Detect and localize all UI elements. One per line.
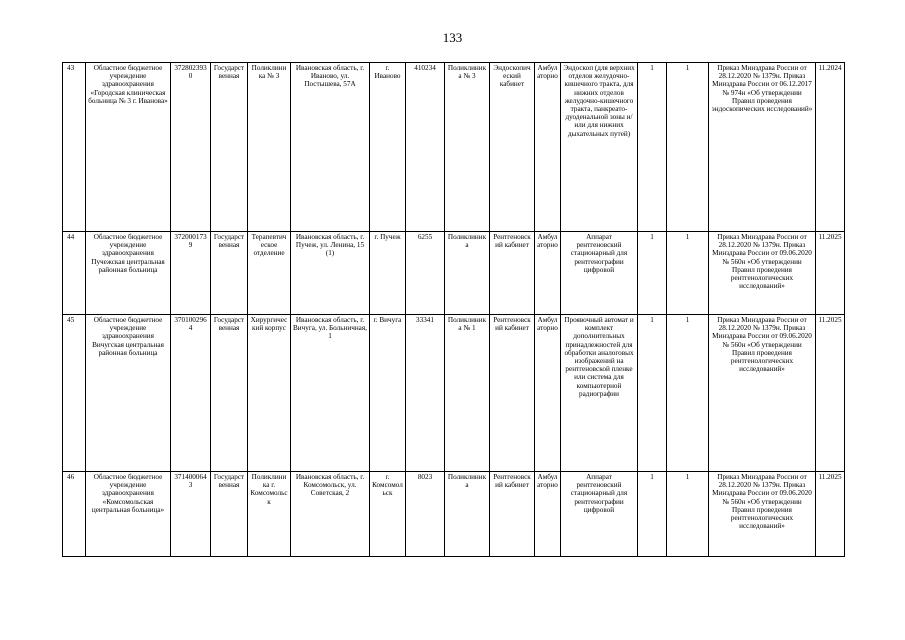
room-cell: Рентгеновский кабинет <box>490 232 535 315</box>
ownership-form: Государственная <box>211 232 248 315</box>
row-number: 44 <box>63 232 86 315</box>
date-cell: 11.2025 <box>816 472 845 557</box>
table-row <box>63 232 845 315</box>
legal-basis-cell: Приказ Минздрава России от 28.12.2020 № 1379н. Приказ Минздрава России от 09.06.2020 № 560н «Об утверждении Правил проведения рентгенологических исследований» <box>709 315 816 472</box>
structural-unit: Поликлиника № 3 <box>248 63 291 232</box>
address-cell: Ивановская область, г. Иваново, ул. Постышева, 57А <box>291 63 370 232</box>
date-cell: 11.2025 <box>816 315 845 472</box>
row-number: 45 <box>63 315 86 472</box>
ownership-form: Государственная <box>211 472 248 557</box>
inn-cell: 3714000643 <box>171 472 211 557</box>
code-cell: 410234 <box>406 63 445 232</box>
table-row <box>63 315 845 472</box>
division-cell: Поликлиника № 1 <box>445 315 490 472</box>
code-cell: 6255 <box>406 232 445 315</box>
room-cell: Рентгеновский кабинет <box>490 315 535 472</box>
address-cell: Ивановская область, г. Комсомольск, ул. Советская, 2 <box>291 472 370 557</box>
table-row <box>63 472 845 557</box>
legal-basis-cell: Приказ Минздрава России от 28.12.2020 № 1379н. Приказ Минздрава России от 09.06.2020 № 560н «Об утверждении Правил проведения рентгенологических исследований» <box>709 232 816 315</box>
quantity-cell-2: 1 <box>667 472 709 557</box>
city-cell: г. Иваново <box>370 63 406 232</box>
city-cell: г. Вичуга <box>370 315 406 472</box>
ownership-form: Государственная <box>211 315 248 472</box>
division-cell: Поликлиника <box>445 472 490 557</box>
table-row <box>63 63 845 232</box>
organization-name: Областное бюджетное учреждение здравоохранения Вичугская центральная районная больница <box>86 315 171 472</box>
room-cell: Рентгеновский кабинет <box>490 472 535 557</box>
equipment-cell: Проявочный автомат и комплект дополнительных принадлежностей для обработки аналоговых изображений на рентгеновской пленке или система для компьютерной радиографии <box>561 315 638 472</box>
care-type-cell: Амбулаторно <box>535 315 561 472</box>
code-cell: 33341 <box>406 315 445 472</box>
quantity-cell-2: 1 <box>667 232 709 315</box>
quantity-cell-2: 1 <box>667 315 709 472</box>
row-number: 43 <box>63 63 86 232</box>
care-type-cell: Амбулаторно <box>535 63 561 232</box>
address-cell: Ивановская область, г. Вичуга, ул. Больничная, 1 <box>291 315 370 472</box>
structural-unit: Терапевтическое отделение <box>248 232 291 315</box>
quantity-cell: 1 <box>638 472 667 557</box>
address-cell: Ивановская область, г. Пучеж, ул. Ленина, 15 (1) <box>291 232 370 315</box>
quantity-cell: 1 <box>638 315 667 472</box>
date-cell: 11.2024 <box>816 63 845 232</box>
city-cell: г. Комсомольск <box>370 472 406 557</box>
equipment-cell: Эндоскоп (для верхних отделов желудочно-кишечного тракта, для нижних отделов желудочно-кишечного тракта, панкреато-дуоденальной зоны и/или для нижних дыхательных путей) <box>561 63 638 232</box>
organization-name: Областное бюджетное учреждение здравоохранения «Комсомольская центральная больница» <box>86 472 171 557</box>
inn-cell: 3728023930 <box>171 63 211 232</box>
structural-unit: Поликлиника г. Комсомольск <box>248 472 291 557</box>
division-cell: Поликлиника № 3 <box>445 63 490 232</box>
quantity-cell: 1 <box>638 232 667 315</box>
quantity-cell-2: 1 <box>667 63 709 232</box>
legal-basis-cell: Приказ Минздрава России от 28.12.2020 № 1379н. Приказ Минздрава России от 09.06.2020 № 560н «Об утверждении Правил проведения рентгенологических исследований» <box>709 472 816 557</box>
date-cell: 11.2025 <box>816 232 845 315</box>
care-type-cell: Амбулаторно <box>535 472 561 557</box>
inn-cell: 3701002964 <box>171 315 211 472</box>
code-cell: 8023 <box>406 472 445 557</box>
city-cell: г. Пучеж <box>370 232 406 315</box>
equipment-cell: Аппарат рентгеновский стационарный для рентгенографии цифровой <box>561 472 638 557</box>
legal-basis-cell: Приказ Минздрава России от 28.12.2020 № 1379н. Приказ Минздрава России от 06.12.2017 № 974н «Об утверждении Правил проведения эндоскопических исследований» <box>709 63 816 232</box>
organization-name: Областное бюджетное учреждение здравоохранения «Городская клиническая больница № 3 г. Иванова» <box>86 63 171 232</box>
organization-name: Областное бюджетное учреждение здравоохранения Пучежская центральная районная больница <box>86 232 171 315</box>
register-table <box>62 62 845 557</box>
row-number: 46 <box>63 472 86 557</box>
structural-unit: Хирургический корпус <box>248 315 291 472</box>
division-cell: Поликлиника <box>445 232 490 315</box>
quantity-cell: 1 <box>638 63 667 232</box>
equipment-cell: Аппарат рентгеновский стационарный для рентгенографии цифровой <box>561 232 638 315</box>
care-type-cell: Амбулаторно <box>535 232 561 315</box>
page-number: 133 <box>442 30 463 45</box>
inn-cell: 3720001739 <box>171 232 211 315</box>
ownership-form: Государственная <box>211 63 248 232</box>
room-cell: Эндоскопический кабинет <box>490 63 535 232</box>
